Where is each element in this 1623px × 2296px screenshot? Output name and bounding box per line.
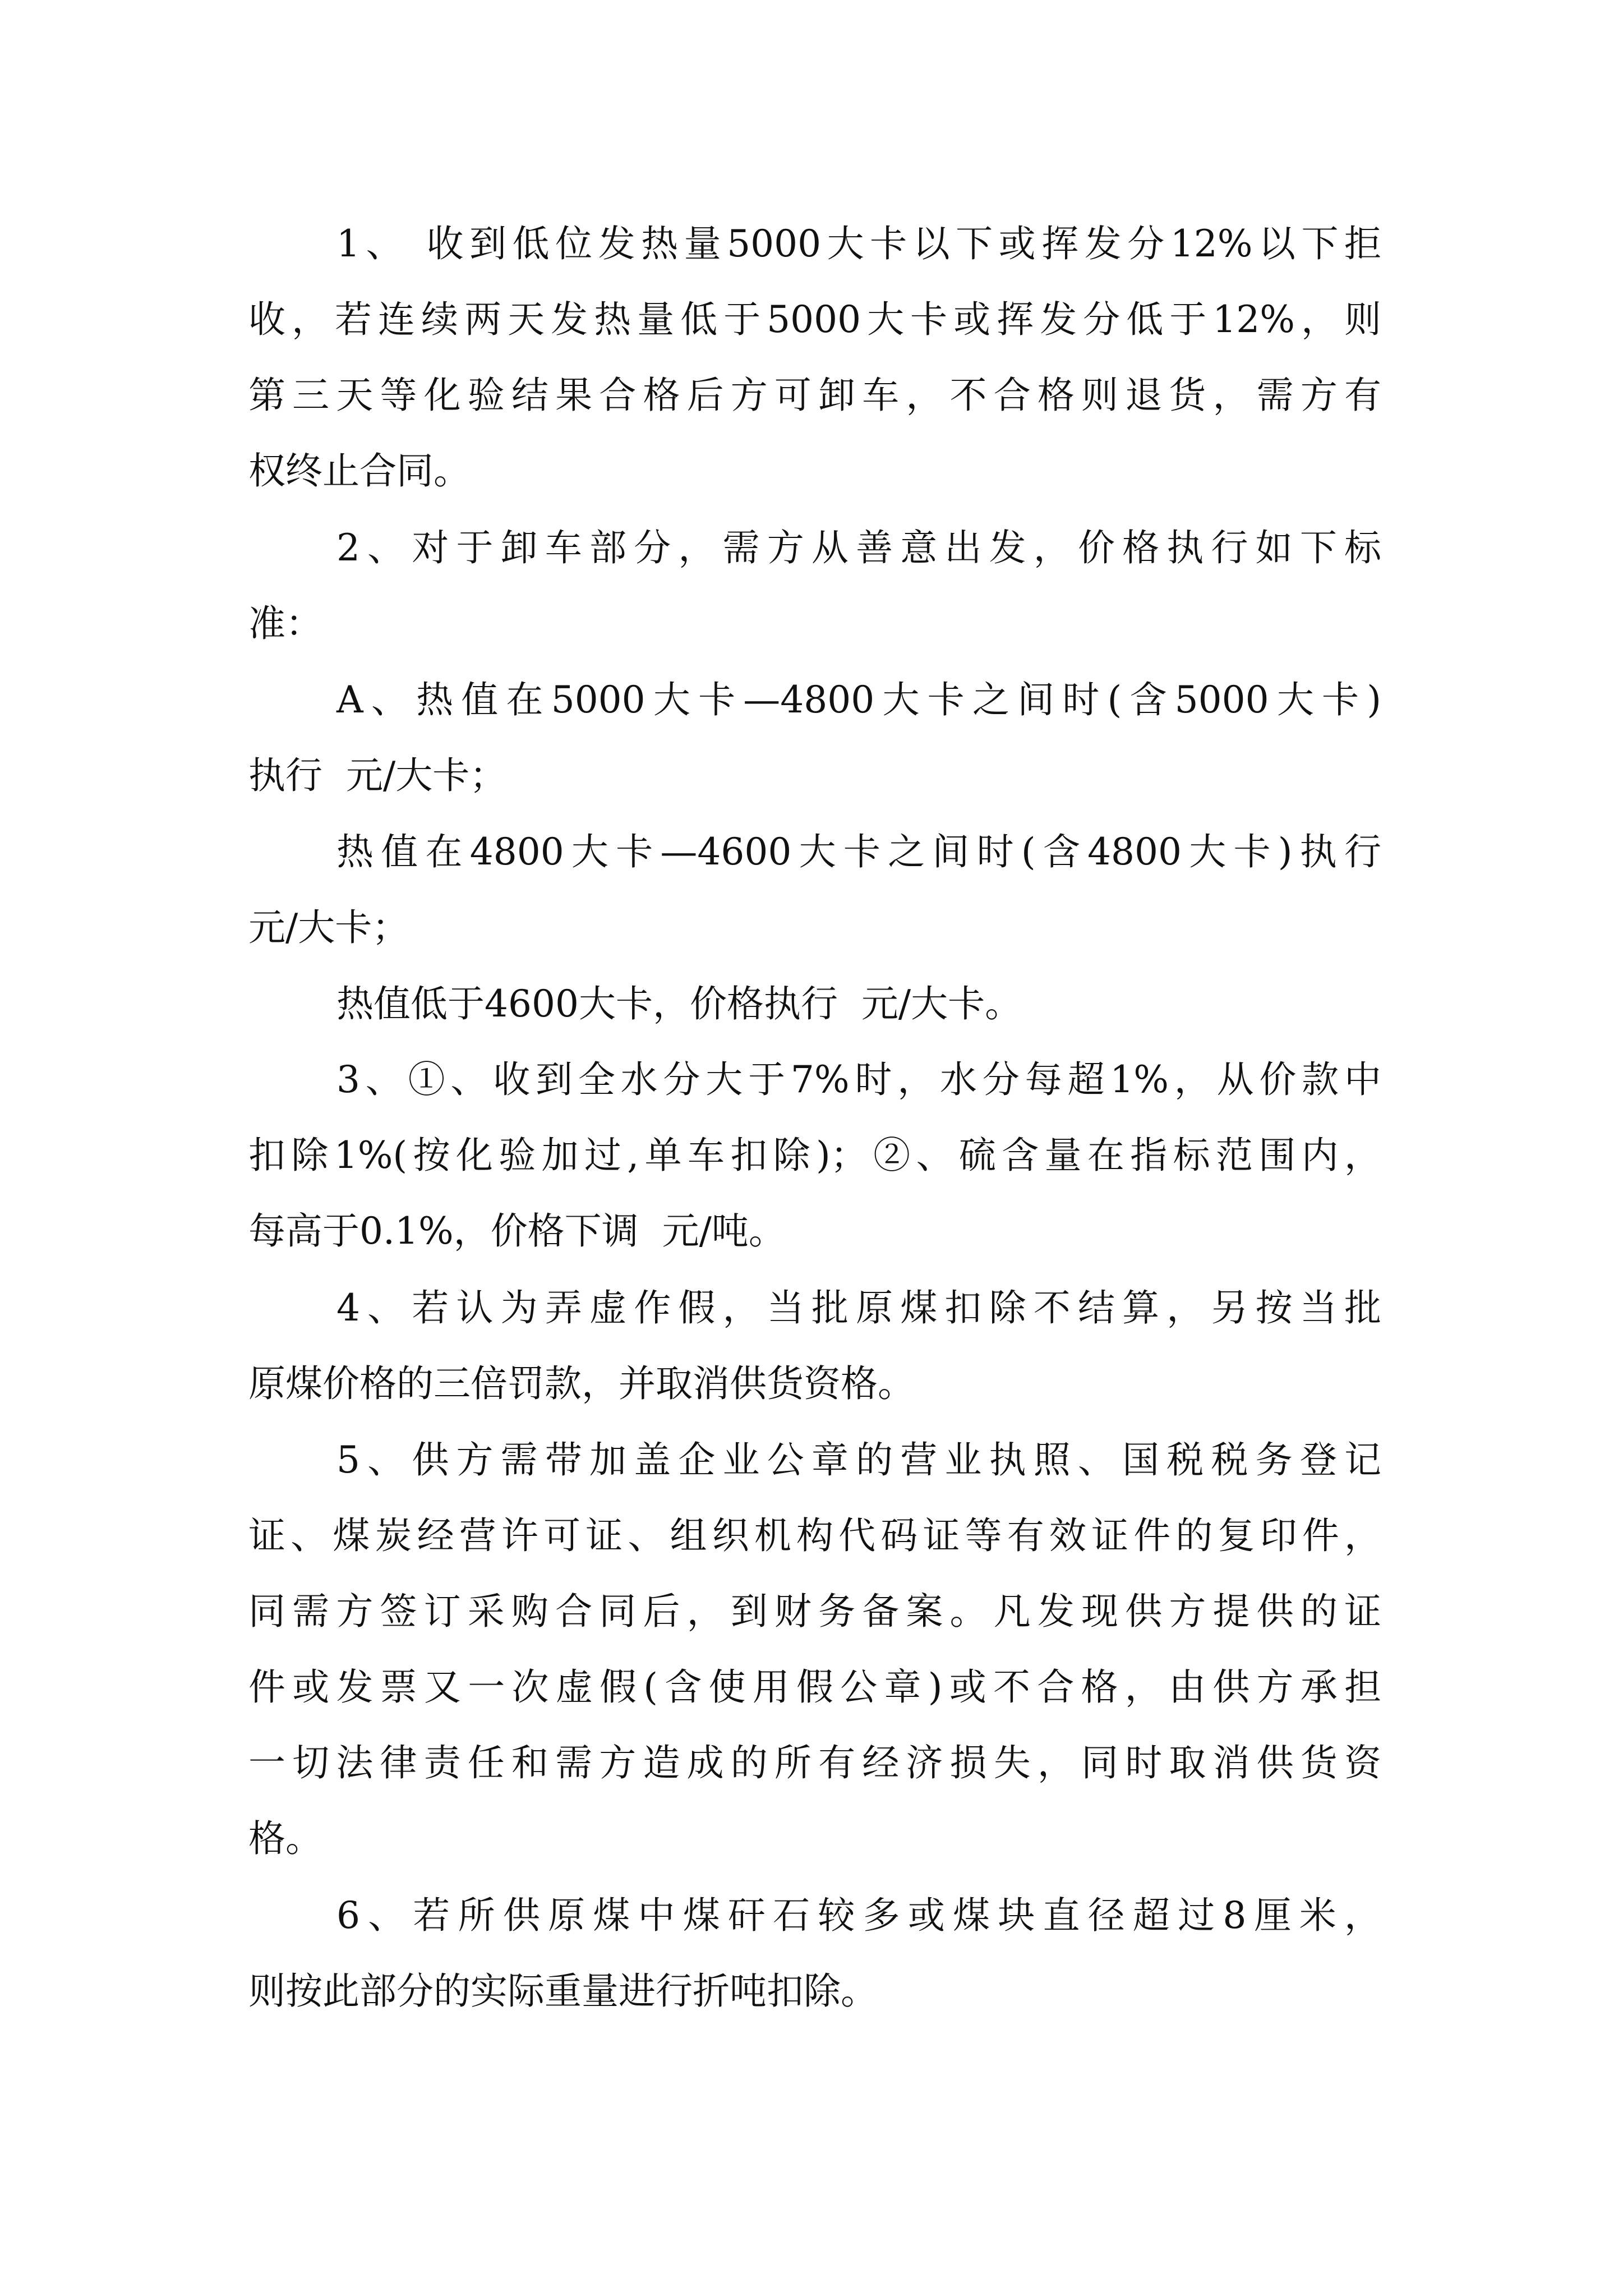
text-line-24: 则按此部分的实际重量进行折吨扣除。	[248, 1970, 878, 2013]
text-line-13: 扣除1%(按化验加过,单车扣除)；②、硫含量在指标范围内，	[248, 1134, 1381, 1177]
text-line-14: 每高于0.1%，价格下调 元/吨。	[248, 1209, 786, 1253]
text-line-8: 执行 元/大卡；	[248, 754, 507, 797]
text-line-17: 5、供方需带加盖企业公章的营业执照、国税税务登记	[336, 1438, 1381, 1481]
text-line-5: 2、对于卸车部分，需方从善意出发，价格执行如下标	[336, 526, 1381, 569]
text-line-3: 第三天等化验结果合格后方可卸车，不合格则退货，需方有	[248, 374, 1381, 417]
text-line-10: 元/大卡；	[248, 906, 409, 949]
text-line-9: 热值在4800大卡—4600大卡之间时(含4800大卡)执行	[336, 830, 1381, 873]
text-line-23: 6、若所供原煤中煤矸石较多或煤块直径超过8厘米，	[336, 1894, 1381, 1937]
text-line-16: 原煤价格的三倍罚款，并取消供货资格。	[248, 1362, 915, 1405]
text-line-15: 4、若认为弄虚作假，当批原煤扣除不结算，另按当批	[336, 1286, 1381, 1329]
text-line-7: A、热值在5000大卡—4800大卡之间时(含5000大卡)	[336, 678, 1381, 721]
text-line-18: 证、煤炭经营许可证、组织机构代码证等有效证件的复印件，	[248, 1514, 1381, 1557]
text-line-21: 一切法律责任和需方造成的所有经济损失，同时取消供货资	[248, 1741, 1381, 1784]
text-line-20: 件或发票又一次虚假(含使用假公章)或不合格，由供方承担	[248, 1665, 1381, 1709]
text-line-1: 1、 收到低位发热量5000大卡以下或挥发分12%以下拒	[336, 222, 1381, 265]
text-line-12: 3、①、收到全水分大于7%时，水分每超1%，从价款中	[336, 1058, 1381, 1101]
text-line-19: 同需方签订采购合同后，到财务备案。凡发现供方提供的证	[248, 1590, 1381, 1633]
text-line-2: 收，若连续两天发热量低于5000大卡或挥发分低于12%，则	[248, 298, 1381, 341]
text-line-22: 格。	[248, 1817, 322, 1860]
text-line-11: 热值低于4600大卡，价格执行 元/大卡。	[336, 982, 1022, 1025]
text-line-4: 权终止合同。	[248, 449, 471, 493]
text-line-6: 准：	[248, 602, 322, 645]
